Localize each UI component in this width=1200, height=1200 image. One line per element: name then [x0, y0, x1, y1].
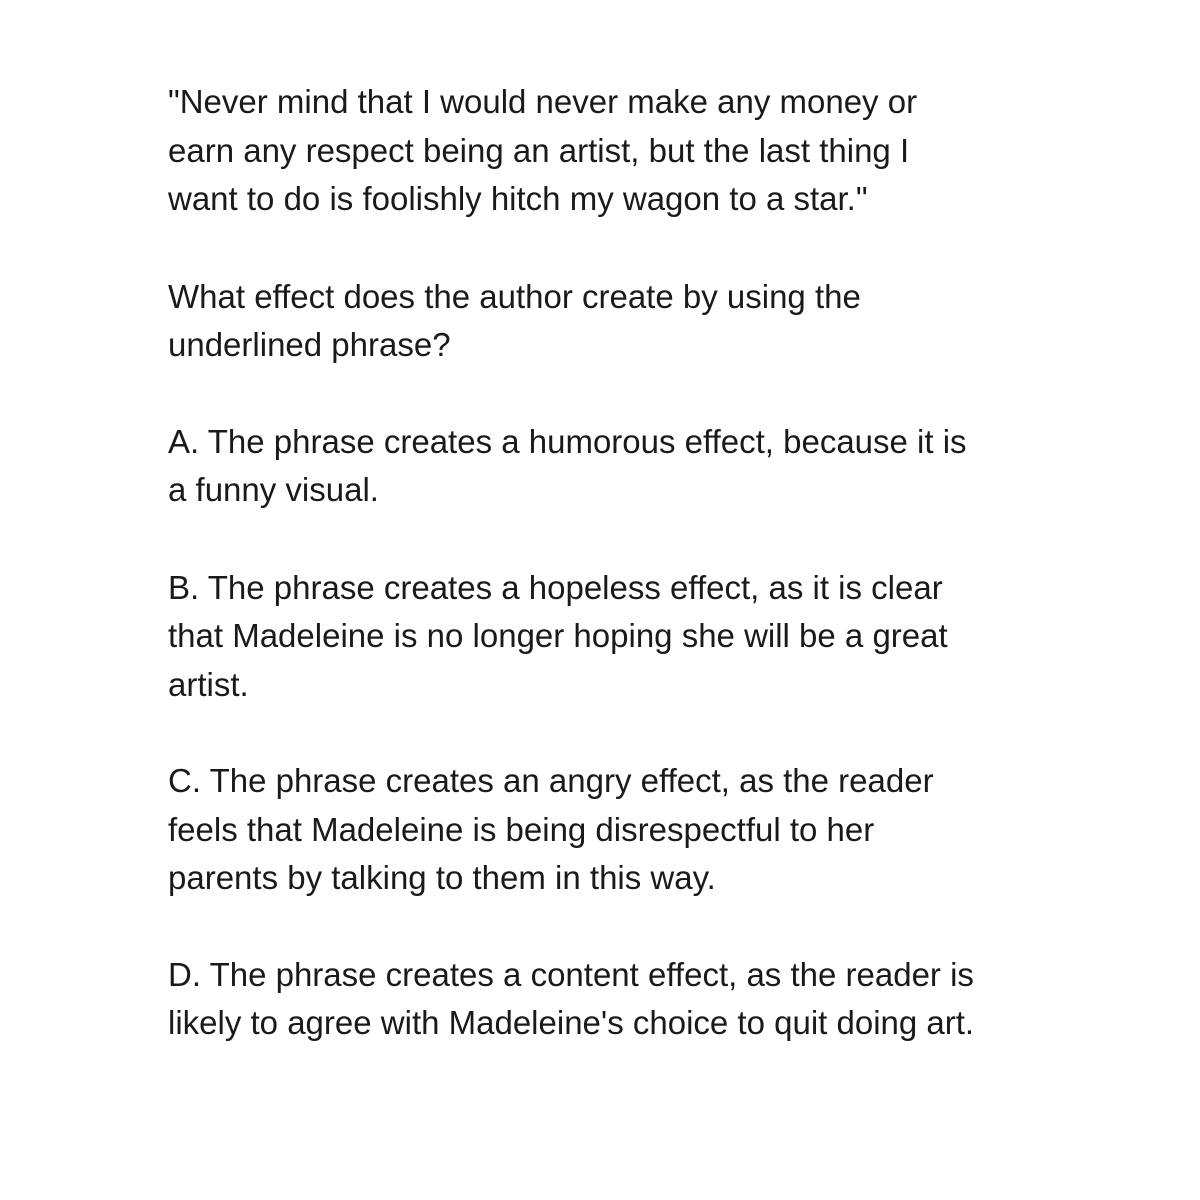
question-line: underlined phrase? [168, 326, 451, 363]
option-line: parents by talking to them in this way. [168, 859, 716, 896]
question-prompt [168, 273, 1068, 370]
option-line: likely to agree with Madeleine's choice to quit doing art. [168, 1004, 975, 1041]
option-line: A. The phrase creates a humorous effect, because it is [168, 422, 967, 460]
answer-option-d [168, 951, 1068, 1048]
quote-line: earn any respect being an artist, but the last thing I [168, 131, 910, 169]
document-page [168, 78, 1068, 1048]
option-line: B. The phrase creates a hopeless effect, as it is clear [168, 568, 943, 606]
option-line: artist. [168, 665, 249, 703]
option-line: a funny visual. [168, 471, 379, 508]
answer-option-c [168, 757, 1068, 903]
quote-line: "Never mind that I would never make any money or [168, 83, 918, 120]
answer-option-b [168, 564, 1068, 710]
option-line: that Madeleine is no longer hoping she will be a great [168, 617, 948, 654]
answer-option-a [168, 418, 1068, 515]
option-line: D. The phrase creates a content effect, as the reader is [168, 955, 974, 993]
option-line: C. The phrase creates an angry effect, as the reader [168, 762, 934, 799]
passage-quote [168, 78, 1068, 224]
quote-line: want to do is foolishly hitch my wagon to a star." [168, 180, 868, 217]
question-line: What effect does the author create by using the [168, 277, 861, 315]
option-line: feels that Madeleine is being disrespectful to her [168, 810, 875, 848]
